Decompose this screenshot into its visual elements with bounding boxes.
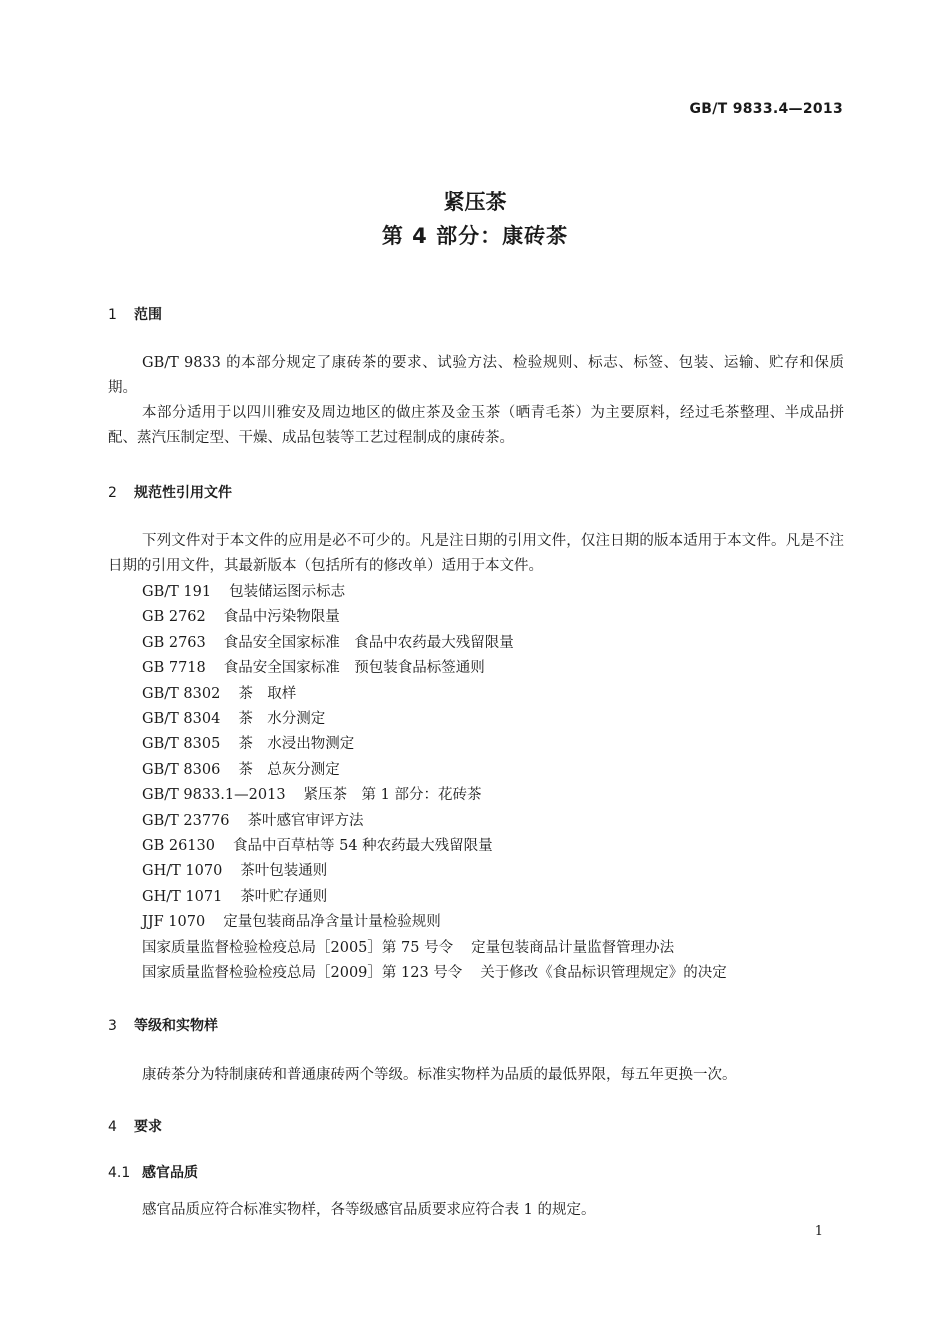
reference-code: JJF 1070 [142, 914, 206, 931]
standard-number: GB/T 9833.4—2013 [689, 101, 843, 117]
section-3-body: 康砖茶分为特制康砖和普通康砖两个等级。标准实物样为品质的最低界限，每五年更换一次。 [142, 1067, 737, 1083]
reference-title: 食品中污染物限量 [223, 609, 340, 626]
document-title: 紧压茶 [443, 190, 507, 214]
reference-item [142, 885, 327, 906]
reference-item [142, 682, 296, 703]
section-number: 3 [108, 1018, 117, 1034]
document-subtitle: 第 4 部分：康砖茶 [381, 224, 569, 248]
reference-title: 定量包装商品计量监督管理办法 [471, 939, 675, 956]
reference-code: GH/T 1070 [142, 863, 223, 880]
reference-title: 茶 总灰分测定 [238, 761, 340, 778]
reference-item [142, 910, 441, 931]
reference-item [142, 732, 354, 753]
section-heading-3 [108, 1015, 218, 1035]
reference-code: GB 2762 [142, 609, 206, 626]
reference-title: 茶叶贮存通则 [240, 888, 328, 905]
section-number: 4.1 [108, 1165, 131, 1181]
section-4-1-body: 感官品质应符合标准实物样，各等级感官品质要求应符合表 1 的规定。 [142, 1202, 596, 1218]
reference-title: 食品中百草枯等 54 种农药最大残留限量 [232, 838, 493, 854]
page-number: 1 [814, 1224, 823, 1239]
section-2-intro [108, 529, 844, 579]
subsection-heading-4-1 [108, 1162, 198, 1182]
reference-title: 茶 水分测定 [238, 711, 326, 727]
reference-code: GB/T 191 [142, 584, 212, 600]
reference-title: 茶 取样 [238, 685, 297, 702]
reference-title: 食品安全国家标准 预包装食品标签通则 [223, 660, 485, 677]
reference-title: 包装储运图示标志 [229, 584, 346, 600]
section-title: 感官品质 [142, 1165, 198, 1181]
reference-code: GB/T 8304 [142, 711, 221, 727]
section-number: 2 [108, 485, 117, 501]
reference-item [142, 961, 727, 982]
reference-item [142, 707, 325, 728]
paragraph: 本部分适用于以四川雅安及周边地区的做庄茶及金玉茶（晒青毛茶）为主要原料，经过毛茶整理、半成品拼配、蒸汽压制定型、干燥、成品包装等工艺过程制成的康砖茶。 [108, 405, 844, 446]
section-heading-4 [108, 1116, 162, 1136]
reference-item [142, 809, 364, 830]
reference-code: GB/T 8302 [142, 685, 221, 702]
section-title: 规范性引用文件 [134, 485, 232, 501]
reference-title: 茶 水浸出物测定 [238, 736, 355, 753]
section-title: 要求 [134, 1119, 162, 1135]
section-1-body [108, 351, 844, 451]
reference-item [142, 783, 482, 804]
reference-title: 定量包装商品净含量计量检验规则 [223, 914, 441, 931]
reference-code: GB/T 9833.1—2013 [142, 787, 286, 804]
reference-item [142, 859, 327, 880]
reference-code: GB/T 8306 [142, 761, 221, 778]
reference-item [142, 936, 674, 957]
section-title: 范围 [134, 307, 162, 323]
reference-title: 茶叶包装通则 [240, 863, 328, 880]
paragraph: GB/T 9833 的本部分规定了康砖茶的要求、试验方法、检验规则、标志、标签、包装、运输、贮存和保质期。 [108, 355, 844, 396]
reference-code: 国家质量监督检验检疫总局［2005］第 75 号令 [142, 939, 454, 956]
reference-item [142, 758, 340, 779]
reference-code: GB 7718 [142, 660, 206, 677]
reference-code: GH/T 1071 [142, 888, 223, 905]
reference-item [142, 834, 493, 855]
reference-code: GB/T 8305 [142, 736, 221, 753]
reference-item [142, 580, 345, 601]
reference-code: 国家质量监督检验检疫总局［2009］第 123 号令 [142, 965, 463, 981]
reference-title: 关于修改《食品标识管理规定》的决定 [480, 965, 727, 981]
reference-title: 茶叶感官审评方法 [247, 812, 364, 829]
reference-item [142, 605, 340, 626]
section-heading-1 [108, 304, 162, 324]
reference-item [142, 656, 485, 677]
reference-item [142, 631, 514, 652]
section-number: 4 [108, 1119, 117, 1135]
reference-title: 食品安全国家标准 食品中农药最大残留限量 [223, 634, 514, 651]
section-title: 等级和实物样 [134, 1018, 218, 1034]
reference-code: GB 2763 [142, 634, 206, 651]
reference-code: GB 26130 [142, 838, 215, 854]
section-heading-2 [108, 482, 232, 502]
section-number: 1 [108, 307, 117, 323]
reference-title: 紧压茶 第 1 部分：花砖茶 [303, 787, 482, 804]
paragraph: 下列文件对于本文件的应用是必不可少的。凡是注日期的引用文件，仅注日期的版本适用于本文件。凡是不注日期的引用文件，其最新版本（包括所有的修改单）适用于本文件。 [108, 533, 844, 574]
reference-code: GB/T 23776 [142, 812, 230, 829]
